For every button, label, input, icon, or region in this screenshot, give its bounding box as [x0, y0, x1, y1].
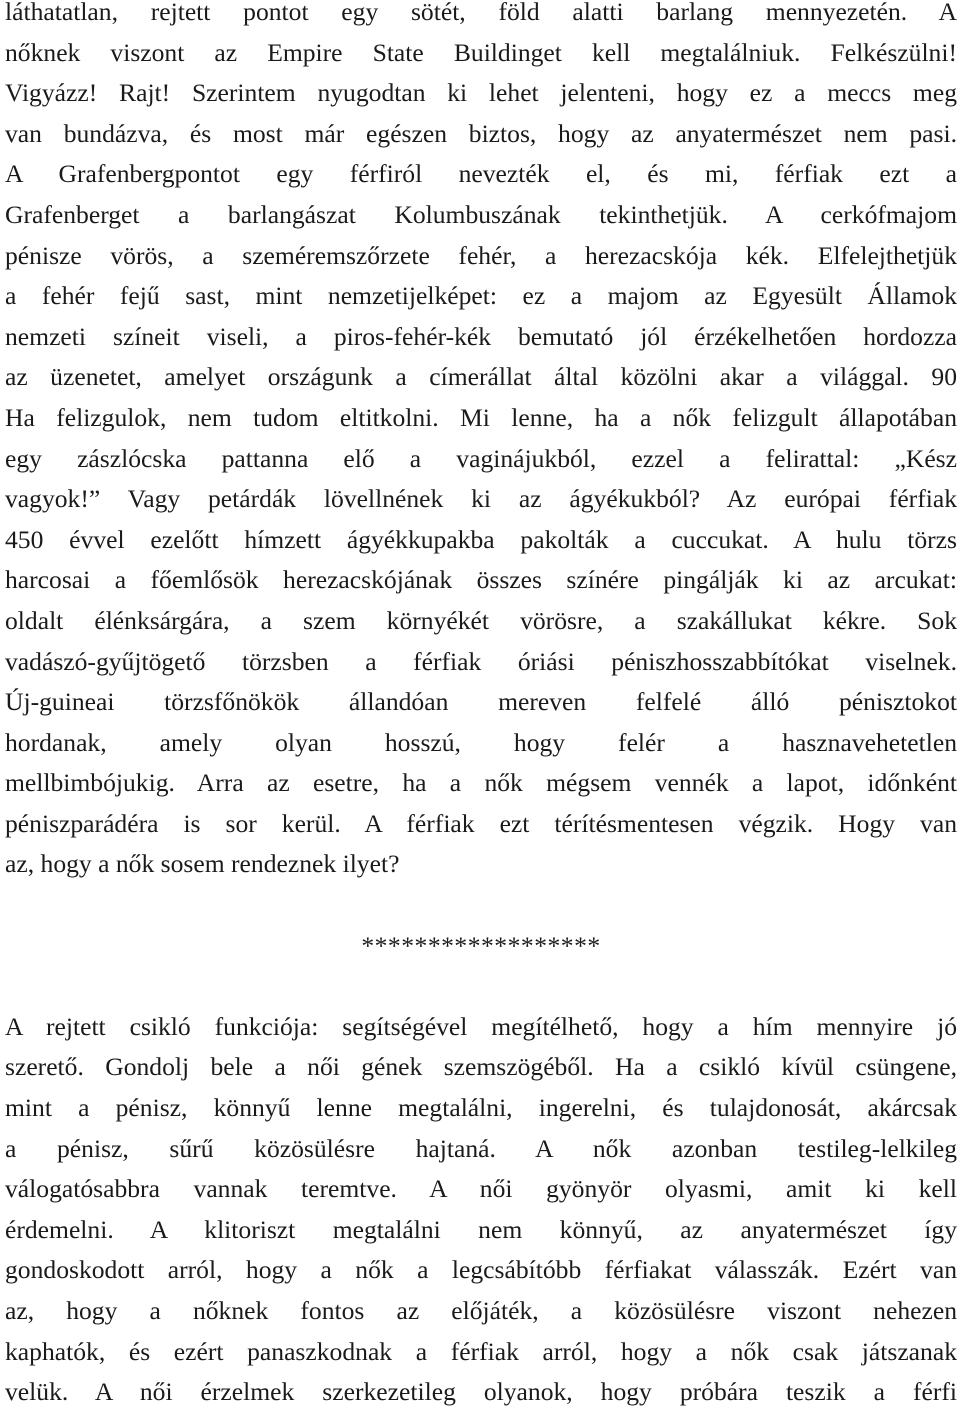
text-line: a pénisz, sűrű közösülésre hajtaná. A nők azonban testileg-lelkileg: [5, 1133, 957, 1163]
text-line: oldalt élénksárgára, a szem környékét vörösre, a szakállukat kékre. Sok: [5, 605, 957, 635]
text-line: válogatósabbra vannak teremtve. A női gyönyör olyasmi, amit ki kell: [5, 1174, 957, 1204]
paragraph-1: [5, 0, 957, 885]
text-line: gondoskodott arról, hogy a nők a legcsábítóbb férfiakat válasszák. Ezért van: [5, 1255, 957, 1285]
text-line: az üzenetet, amelyet országunk a címerállat által közölni akar a világgal. 90: [5, 362, 957, 392]
section-separator: ******************: [361, 930, 601, 960]
text-line: Grafenberget a barlangászat Kolumbuszának tekinthetjük. A cerkófmajom: [5, 199, 957, 229]
text-line: vagyok!” Vagy petárdák lövellnének ki az ágyékukból? Az európai férfiak: [5, 484, 957, 514]
text-line: Ha felizgulok, nem tudom eltitkolni. Mi lenne, ha a nők felizgult állapotában: [5, 402, 957, 432]
text-line: hordanak, amely olyan hosszú, hogy felér a hasznavehetetlen: [5, 727, 957, 757]
text-line: mellbimbójukig. Arra az esetre, ha a nők mégsem vennék a lapot, időnként: [5, 768, 957, 798]
text-line: 450 évvel ezelőtt hímzett ágyékkupakba pakolták a cuccukat. A hulu törzs: [5, 524, 957, 554]
text-line: péniszparádéra is sor kerül. A férfiak ezt térítésmentesen végzik. Hogy van: [5, 808, 957, 838]
text-line: kaphatók, és ezért panaszkodnak a férfiak arról, hogy a nők csak játszanak: [5, 1336, 957, 1366]
text-line: velük. A női érzelmek szerkezetileg olyanok, hogy próbára teszik a férfi: [5, 1377, 957, 1407]
text-line: nemzeti színeit viseli, a piros-fehér-kék bemutató jól érzékelhetően hordozza: [5, 321, 957, 351]
paragraph-2: [5, 1007, 957, 1413]
text-line: láthatatlan, rejtett pontot egy sötét, föld alatti barlang mennyezetén. A: [5, 0, 957, 26]
text-line: pénisze vörös, a szeméremszőrzete fehér, a herezacskója kék. Elfelejthetjük: [5, 240, 957, 270]
spacer: [5, 966, 957, 1007]
text-line: az, hogy a nőknek fontos az előjáték, a közösülésre viszont nehezen: [5, 1296, 957, 1325]
document-page: [5, 0, 957, 1413]
text-line: szerető. Gondolj bele a női gének szemszögéből. Ha a csikló kívül csüngene,: [5, 1052, 957, 1082]
text-line: mint a pénisz, könnyű lenne megtalálni, ingerelni, és tulajdonosát, akárcsak: [5, 1093, 957, 1123]
text-line: A rejtett csikló funkciója: segítségével megítélhető, hogy a hím mennyire jó: [5, 1011, 957, 1041]
text-line: érdemelni. A klitoriszt megtalálni nem könnyű, az anyatermészet így: [5, 1214, 957, 1244]
text-line: az, hogy a nők sosem rendeznek ilyet?: [5, 849, 400, 879]
text-line: Vigyázz! Rajt! Szerintem nyugodtan ki lehet jelenteni, hogy ez a meccs meg: [5, 78, 957, 108]
text-line: nőknek viszont az Empire State Buildinget kell megtalálniuk. Felkészülni!: [5, 37, 957, 67]
text-line: a fehér fejű sast, mint nemzetijelképet: ez a majom az Egyesült Államok: [5, 281, 957, 311]
text-line: A Grafenbergpontot egy férfiról nevezték el, és mi, férfiak ezt a: [5, 159, 957, 189]
text-line: Új-guineai törzsfőnökök állandóan mereven felfelé álló pénisztokot: [5, 687, 957, 717]
text-line: van bundázva, és most már egészen biztos, hogy az anyatermészet nem pasi.: [5, 118, 957, 148]
text-line: vadászó-gyűjtögető törzsben a férfiak óriási péniszhosszabbítókat viselnek.: [5, 646, 957, 676]
text-line: egy zászlócska pattanna elő a vaginájukból, ezzel a felirattal: „Kész: [5, 443, 957, 473]
text-line: harcosai a főemlősök herezacskójának összes színére pingálják ki az arcukat:: [5, 565, 957, 595]
spacer: [5, 885, 957, 926]
